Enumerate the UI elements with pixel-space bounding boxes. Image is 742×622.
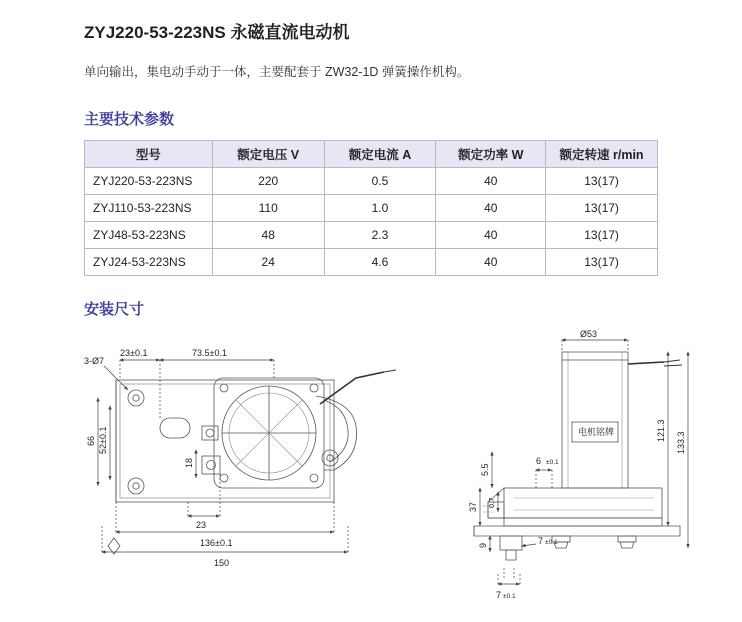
dimension-drawing: [84, 330, 704, 612]
dim-66-label: 66: [86, 435, 96, 446]
table-cell-speed: 13(17): [546, 249, 658, 276]
table-cell-voltage: 48: [212, 222, 324, 249]
table-header-cell: 型号: [85, 141, 213, 168]
table-cell-model: ZYJ110-53-223NS: [85, 195, 213, 222]
table-cell-current: 0.5: [324, 168, 436, 195]
dim-9-label: 9: [478, 542, 488, 548]
right-view-dimensions: [480, 340, 688, 584]
table-header-cell: 额定功率 W: [436, 141, 546, 168]
dim-3-hole-label: 3-Ø7: [84, 356, 105, 366]
left-view-labels: [84, 348, 232, 568]
table-header-cell: 额定电压 V: [212, 141, 324, 168]
dim-7b-label: 7: [496, 590, 502, 600]
dim-0-7-label: 0.7: [487, 497, 496, 508]
dim-diameter-53-label: Ø53: [580, 330, 598, 339]
table-header-row: [85, 141, 658, 168]
dim-5-5-label: 5.5: [480, 463, 490, 476]
left-view-geometry: [116, 370, 396, 502]
dim-133-3-label: 133.3: [676, 431, 686, 454]
page-title: ZYJ220-53-223NS 永磁直流电动机: [84, 23, 350, 42]
table-cell-voltage: 220: [212, 168, 324, 195]
table-cell-power: 40: [436, 222, 546, 249]
table-cell-power: 40: [436, 195, 546, 222]
dim-37-label: 37: [468, 501, 478, 512]
dim-7b-tolerance-label: ±0.1: [503, 593, 516, 600]
dim-23-tol-label: 23±0.1: [120, 348, 148, 358]
page-subtitle: 单向输出，集电动手动于一体，主要配套于 ZW32-1D 弹簧操作机构。: [84, 65, 470, 79]
section-heading-dimensions: 安装尺寸: [84, 301, 145, 318]
dim-6-tolerance-label: ±0.1: [546, 459, 559, 466]
section-heading-parameters: 主要技术参数: [84, 111, 175, 128]
table-row: [85, 168, 658, 195]
table-row: [85, 249, 658, 276]
table-cell-current: 4.6: [324, 249, 436, 276]
dim-121-3-label: 121.3: [656, 419, 666, 442]
spec-table: [84, 140, 658, 276]
right-view-labels: [468, 330, 686, 600]
dim-136-label: 136±0.1: [200, 538, 233, 548]
table-row: [85, 222, 658, 249]
dim-73-5-label: 73.5±0.1: [192, 348, 227, 358]
table-cell-speed: 13(17): [546, 195, 658, 222]
table-cell-current: 1.0: [324, 195, 436, 222]
table-cell-current: 2.3: [324, 222, 436, 249]
table-row: [85, 195, 658, 222]
table-header-cell: 额定电流 A: [324, 141, 436, 168]
dim-6-label: 6: [536, 456, 542, 466]
table-cell-model: ZYJ24-53-223NS: [85, 249, 213, 276]
right-view-geometry: [474, 352, 682, 560]
dim-150-label: 150: [214, 558, 230, 568]
dim-18-label: 18: [184, 457, 194, 468]
table-cell-model: ZYJ220-53-223NS: [85, 168, 213, 195]
table-cell-power: 40: [436, 168, 546, 195]
table-cell-voltage: 110: [212, 195, 324, 222]
table-header-cell: 额定转速 r/min: [546, 141, 658, 168]
dim-52-tol-label: 52±0.1: [98, 426, 108, 454]
table-cell-power: 40: [436, 249, 546, 276]
dim-7-tolerance-label: ±0.1: [545, 539, 558, 546]
table-cell-speed: 13(17): [546, 168, 658, 195]
table-cell-voltage: 24: [212, 249, 324, 276]
nameplate-label: 电机铭牌: [578, 427, 615, 437]
table-cell-model: ZYJ48-53-223NS: [85, 222, 213, 249]
table-cell-speed: 13(17): [546, 222, 658, 249]
dim-7-label: 7: [538, 536, 544, 546]
dim-23-label: 23: [196, 520, 207, 530]
